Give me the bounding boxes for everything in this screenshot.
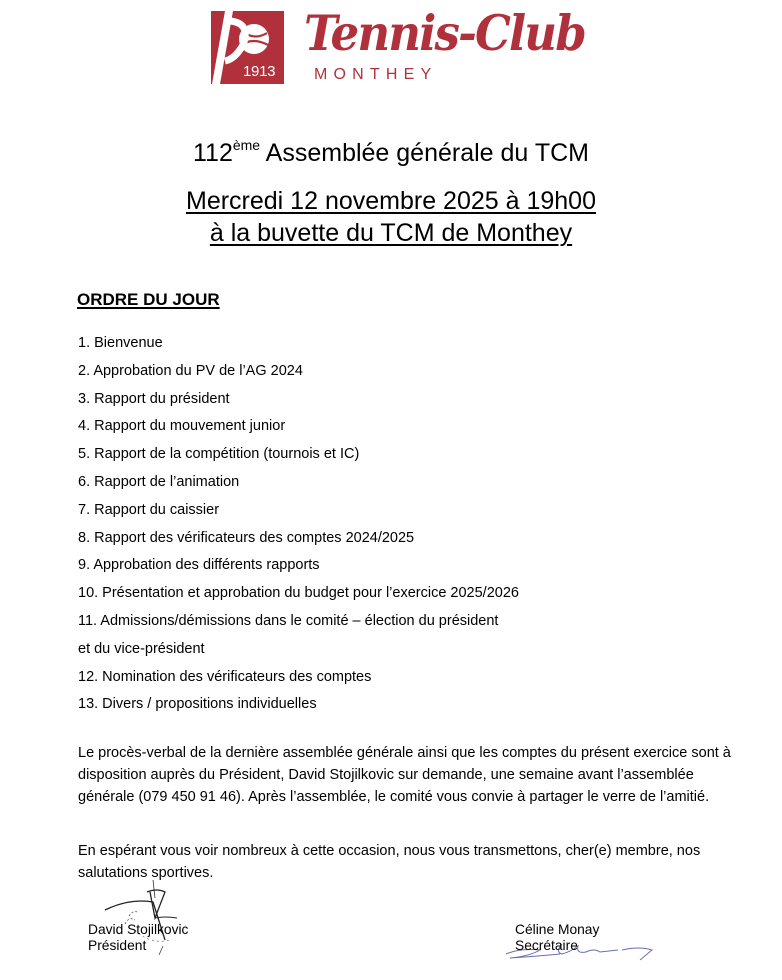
secretary-role: Secrétaire <box>515 938 578 953</box>
minutes-paragraph: Le procès-verbal de la dernière assemblée générale ainsi que les comptes du présent exercice sont à disposition auprès du Président, David Stojilkovic sur demande, une semaine avant l’assemblée générale (079 450 91 46). Après l’assemblée, le comité vous convie à partager le verre de l’amitié. <box>78 745 731 805</box>
location-text: à la buvette du TCM de Monthey <box>209 219 573 247</box>
logo-subtitle: MONTHEY <box>314 66 438 83</box>
agenda-item: 8. Rapport des vérificateurs des comptes 2024/2025 <box>78 529 415 546</box>
president-name: David Stojilkovic <box>88 922 189 937</box>
location-line <box>0 218 782 248</box>
agenda-item: 3. Rapport du président <box>78 390 230 407</box>
agenda-item: 13. Divers / propositions individuelles <box>78 696 317 713</box>
secretary-signature-block <box>515 922 599 954</box>
closing-paragraph: En espérant vous voir nombreux à cette occasion, nous vous transmettons, cher(e) membre, nos salutations sportives. <box>78 843 701 881</box>
agenda-item: 9. Approbation des différents rapports <box>78 557 320 574</box>
agenda-item: 2. Approbation du PV de l’AG 2024 <box>78 362 303 379</box>
agenda-item: 6. Rapport de l’animation <box>78 473 240 490</box>
tennis-ball-emblem-icon <box>211 11 284 84</box>
club-logo <box>211 4 591 84</box>
ordinal-suffix: ème <box>232 137 261 153</box>
agenda-list <box>78 333 519 722</box>
agenda-item: 10. Présentation et approbation du budget pour l’exercice 2025/2026 <box>78 585 519 602</box>
agenda-item: 12. Nomination des vérificateurs des comptes <box>78 668 372 685</box>
date-text: Mercredi 12 novembre 2025 à 19h00 <box>186 187 596 215</box>
president-role: Président <box>88 938 147 953</box>
agenda-item: 5. Rapport de la compétition (tournois et IC) <box>78 446 360 463</box>
assembly-number: 112 <box>193 139 233 167</box>
president-signature-block <box>88 922 188 954</box>
agenda-heading: ORDRE DU JOUR <box>77 290 220 309</box>
agenda-item: 4. Rapport du mouvement junior <box>78 418 286 435</box>
agenda-item: 1. Bienvenue <box>78 335 163 351</box>
agenda-item: 11. Admissions/démissions dans le comité – élection du président <box>78 612 499 629</box>
assembly-title <box>0 138 782 171</box>
assembly-title-text: Assemblée générale du TCM <box>260 139 589 167</box>
agenda-item: 7. Rapport du caissier <box>78 501 220 518</box>
agenda-item-continuation: et du vice-président <box>78 640 205 657</box>
secretary-name: Céline Monay <box>515 922 600 937</box>
logo-year: 1913 <box>243 63 276 80</box>
logo-title: Tennis-Club <box>304 4 585 62</box>
date-line <box>0 186 782 216</box>
